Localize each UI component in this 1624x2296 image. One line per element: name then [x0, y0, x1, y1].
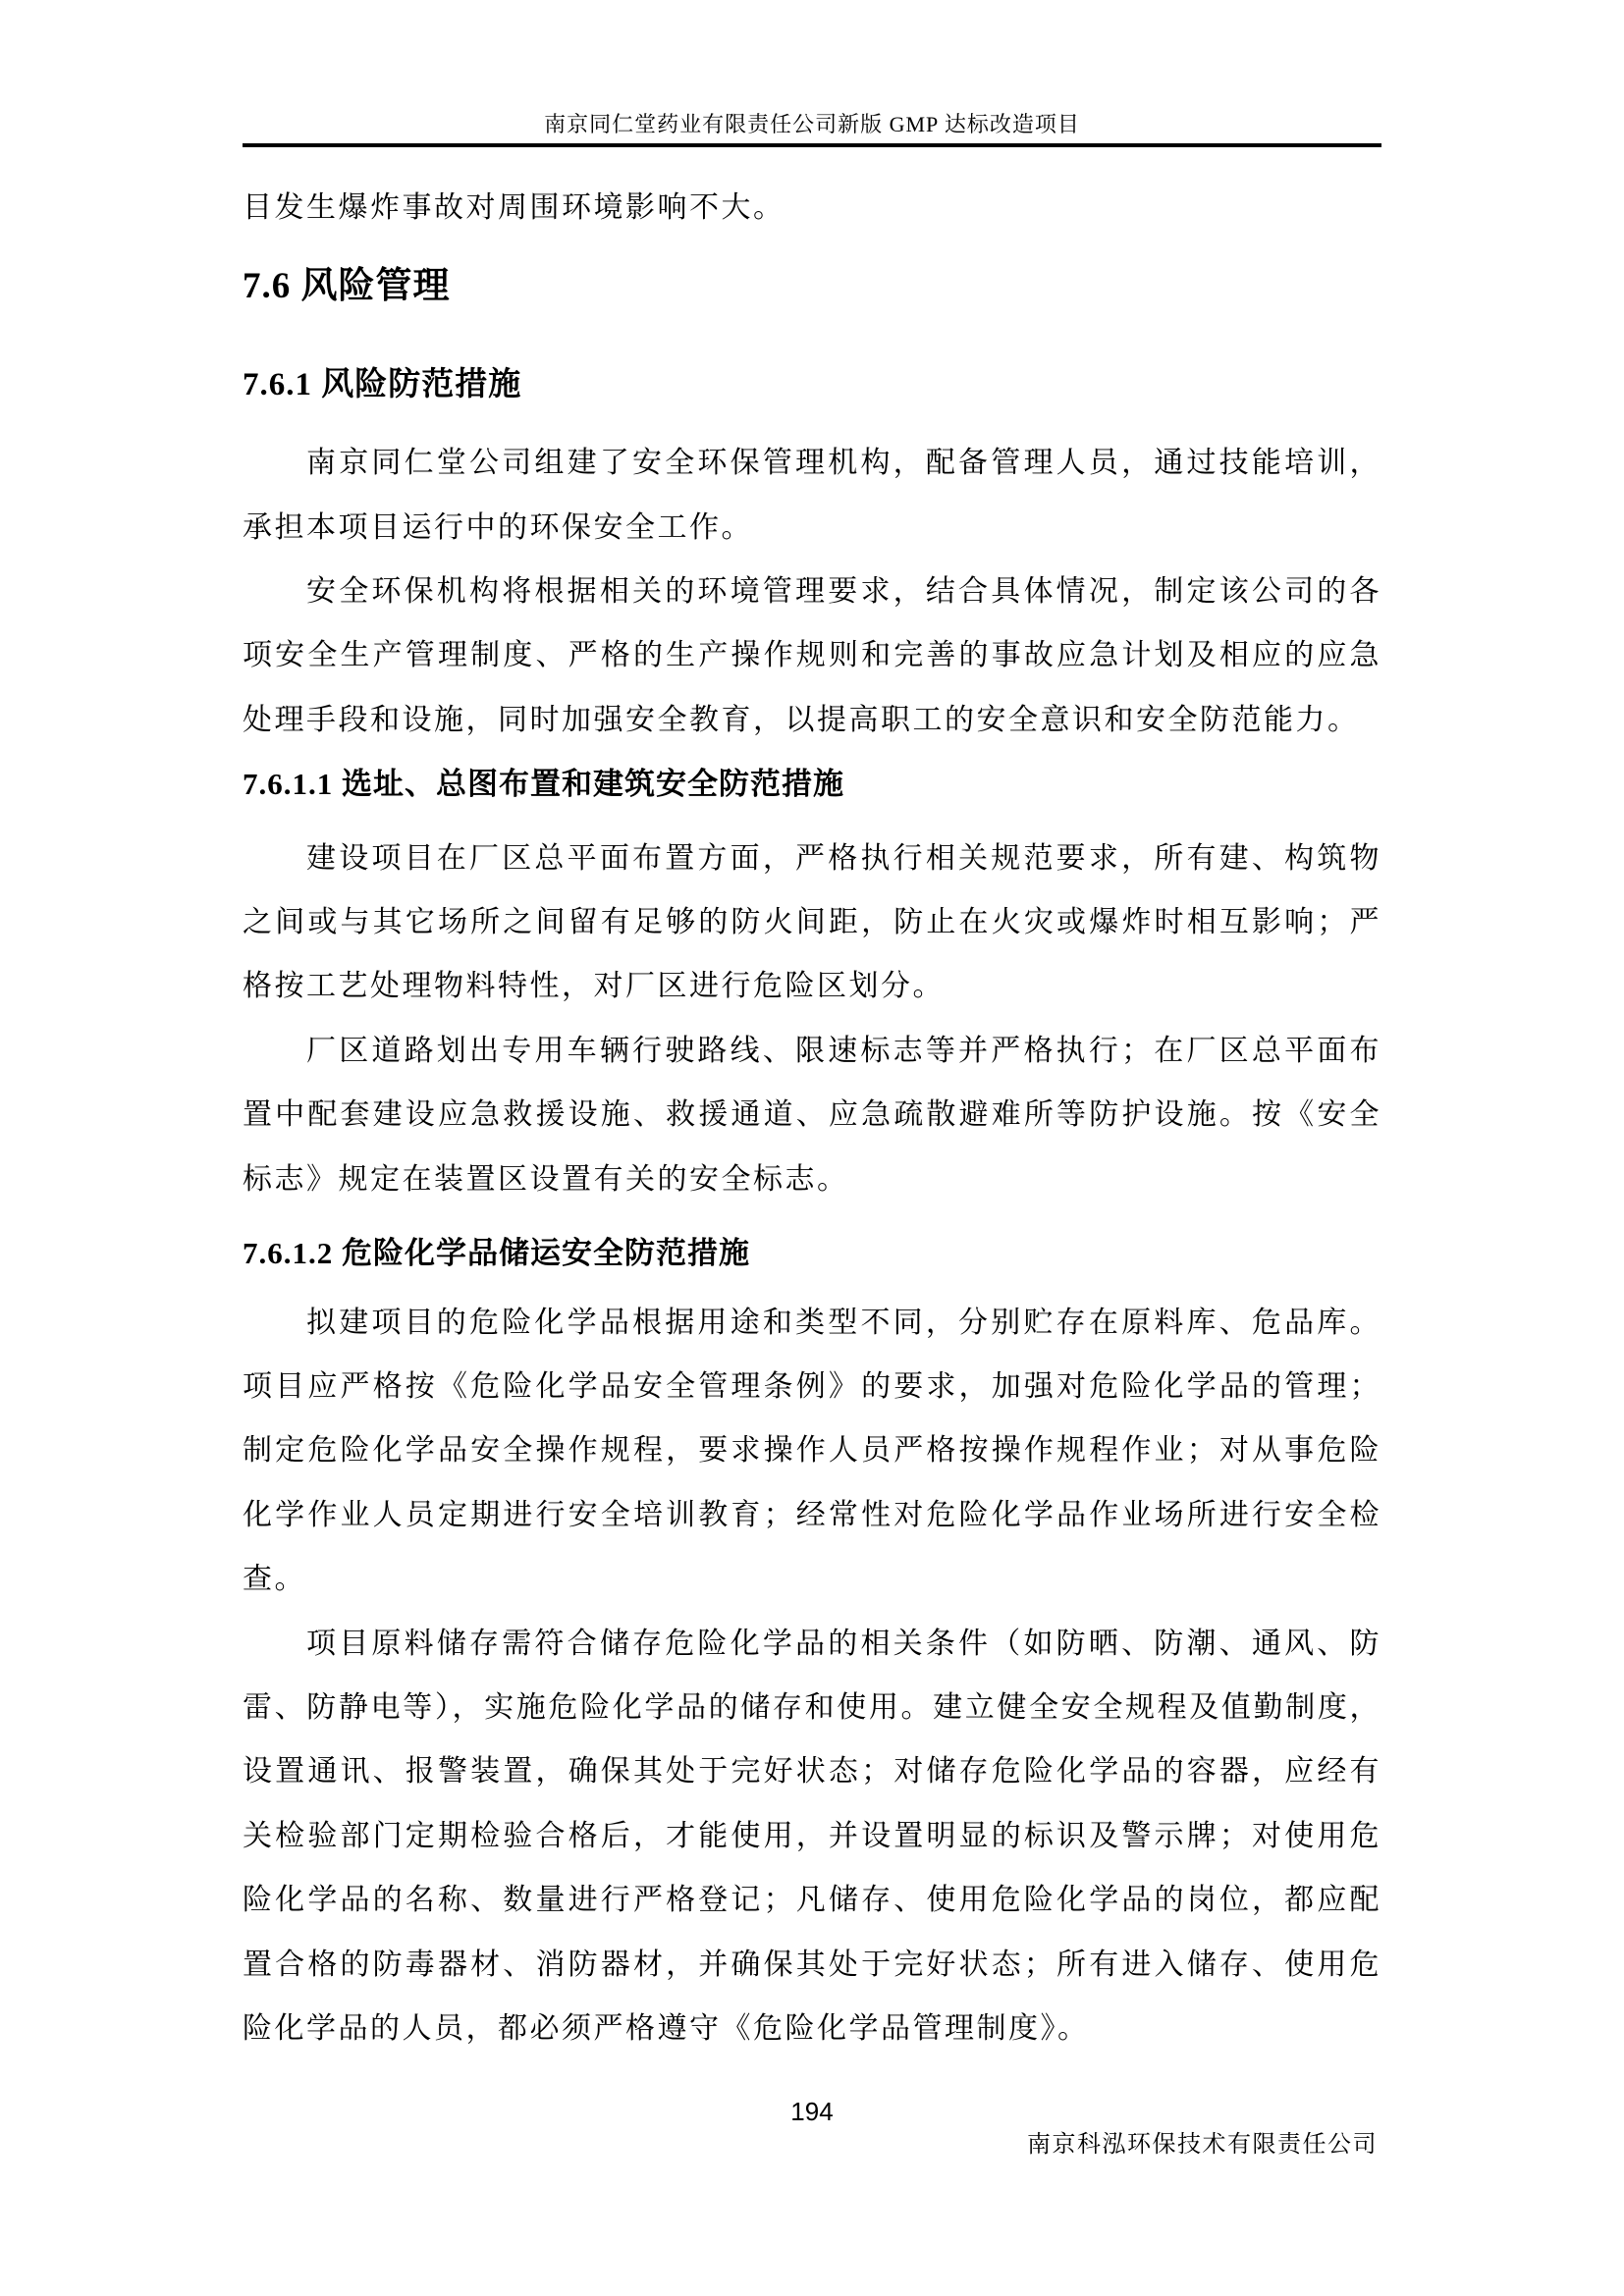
paragraph-7-6-1-a: 南京同仁堂公司组建了安全环保管理机构，配备管理人员，通过技能培训，承担本项目运行中的环保安全工作。 [243, 447, 1381, 544]
page-content [243, 0, 1381, 2060]
section-heading-7-6-1: 7.6.1 风险防范措施 [243, 366, 522, 402]
header-rule [243, 143, 1381, 147]
paragraph-7-6-1-1-b: 厂区道路划出专用车辆行驶路线、限速标志等并严格执行；在厂区总平面布置中配套建设应急救援设施、救援通道、应急疏散避难所等防护设施。按《安全标志》规定在装置区设置有关的安全标志。 [243, 1034, 1381, 1196]
section-heading-7-6-1-1: 7.6.1.1 选址、总图布置和建筑安全防范措施 [243, 767, 844, 802]
section-heading-7-6-1-2: 7.6.1.2 危险化学品储运安全防范措施 [243, 1236, 750, 1271]
paragraph-7-6-1-1-a: 建设项目在厂区总平面布置方面，严格执行相关规范要求，所有建、构筑物之间或与其它场所之间留有足够的防火间距，防止在火灾或爆炸时相互影响；严格按工艺处理物料特性，对厂区进行危险区划分。 [243, 841, 1381, 1003]
continuation-paragraph: 目发生爆炸事故对周围环境影响不大。 [243, 191, 785, 224]
page-number: 194 [790, 2097, 834, 2126]
footer-company-name: 南京科泓环保技术有限责任公司 [1027, 2132, 1378, 2158]
paragraph-7-6-1-2-b: 项目原料储存需符合储存危险化学品的相关条件（如防晒、防潮、通风、防雷、防静电等），实施危险化学品的储存和使用。建立健全安全规程及值勤制度，设置通讯、报警装置，确保其处于完好状态；对储存危险化学品的容器，应经有关检验部门定期检验合格后，才能使用，并设置明显的标识及警示牌；对使用危险化学品的名称、数量进行严格登记；凡储存、使用危险化学品的岗位，都应配置合格的防毒器材、消防器材，并确保其处于完好状态；所有进入储存、使用危险化学品的人员，都必须严格遵守《危险化学品管理制度》。 [243, 1627, 1381, 2045]
page-header-title: 南京同仁堂药业有限责任公司新版 GMP 达标改造项目 [544, 112, 1080, 136]
paragraph-7-6-1-2-a: 拟建项目的危险化学品根据用途和类型不同，分别贮存在原料库、危品库。项目应严格按《危险化学品安全管理条例》的要求，加强对危险化学品的管理；制定危险化学品安全操作规程，要求操作人员严格按操作规程作业；对从事危险化学作业人员定期进行安全培训教育；经常性对危险化学品作业场所进行安全检查。 [243, 1306, 1381, 1596]
section-heading-7-6: 7.6 风险管理 [243, 266, 451, 307]
paragraph-7-6-1-b: 安全环保机构将根据相关的环境管理要求，结合具体情况，制定该公司的各项安全生产管理制度、严格的生产操作规则和完善的事故应急计划及相应的应急处理手段和设施，同时加强安全教育，以提高职工的安全意识和安全防范能力。 [243, 575, 1381, 736]
